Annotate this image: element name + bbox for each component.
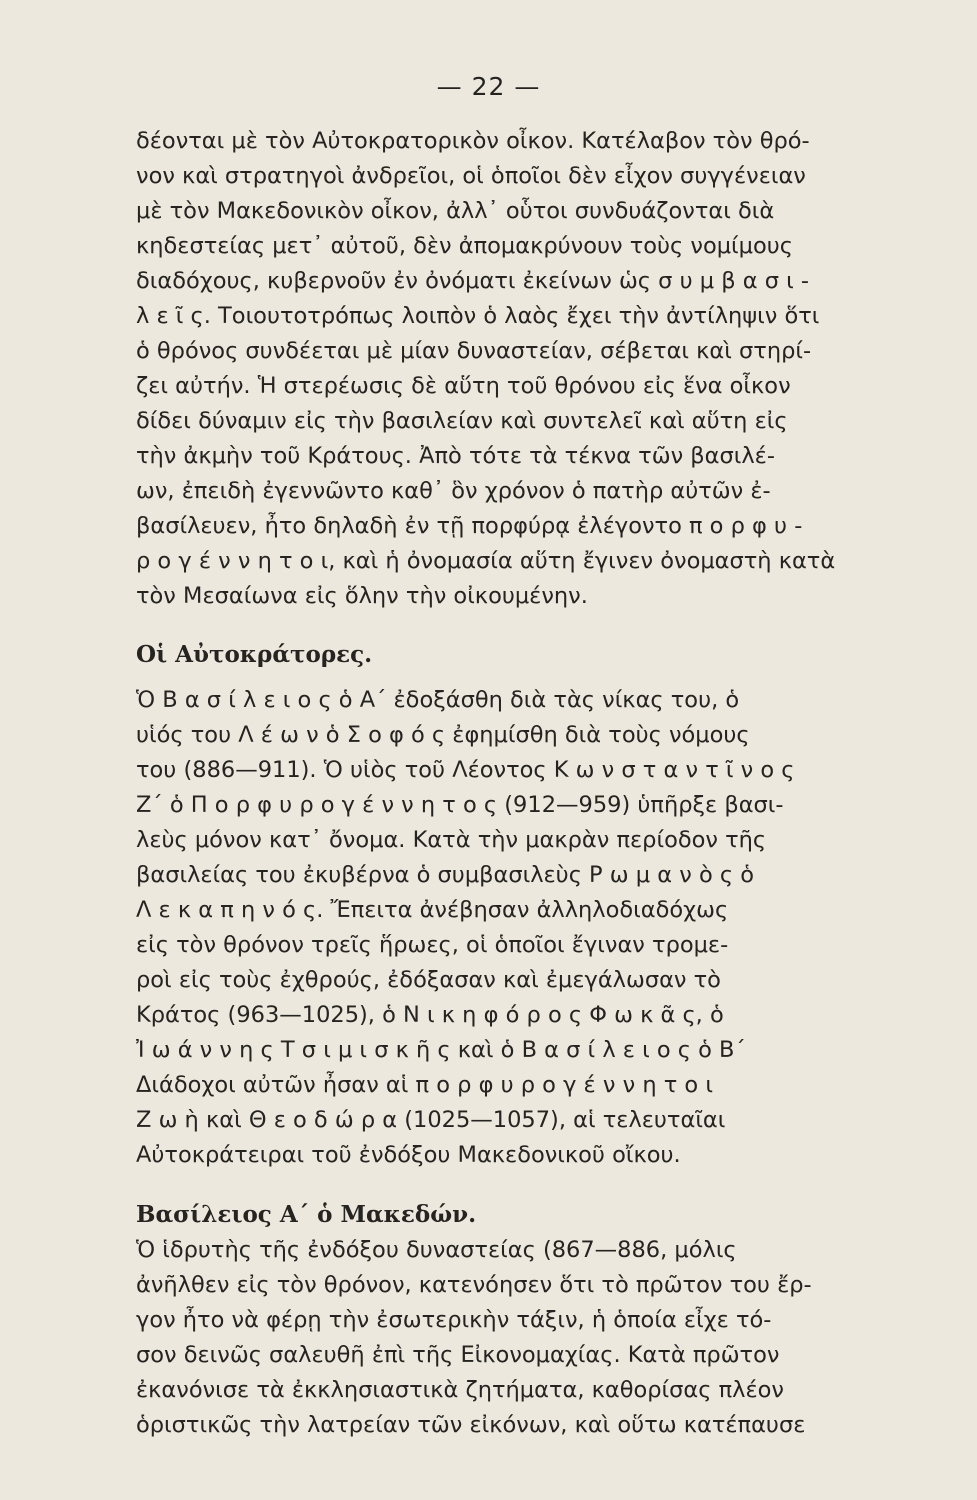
text-line: του (886—911). Ὁ υἱὸς τοῦ Λέοντος Κ ω ν σ τ α ν τ ῖ ν ο ς <box>136 757 795 783</box>
text-line: διαδόχους, κυβερνοῦν ἐν ὀνόματι ἐκείνων ὡς σ υ μ β α σ ι - <box>136 268 810 294</box>
page-number: — 22 — <box>436 72 541 101</box>
text-line: Ὁ ἱδρυτὴς τῆς ἐνδόξου δυναστείας (867—886, μόλις <box>136 1237 737 1263</box>
text-line: μὲ τὸν Μακεδονικὸν οἶκον, ἀλλ᾽ οὗτοι συνδυάζονται διὰ <box>136 198 775 224</box>
text-line: Διάδοχοι αὐτῶν ἦσαν αἱ π ο ρ φ υ ρ ο γ έ ν ν η τ ο ι <box>136 1072 713 1098</box>
text-line: κηδεστείας μετ᾽ αὐτοῦ, δὲν ἀπομακρύνουν τοὺς νομίμους <box>136 233 793 259</box>
text-line: τὴν ἀκμὴν τοῦ Κράτους. Ἀπὸ τότε τὰ τέκνα τῶν βασιλέ- <box>136 443 775 469</box>
text-line: ἀνῆλθεν εἰς τὸν θρόνον, κατενόησεν ὅτι τὸ πρῶτον του ἔρ- <box>136 1272 812 1298</box>
text-line: ὁριστικῶς τὴν λατρείαν τῶν εἰκόνων, καὶ οὕτω κατέπαυσε <box>136 1412 806 1438</box>
text-line: σον δεινῶς σαλευθῆ ἐπὶ τῆς Εἰκονομαχίας. Κατὰ πρῶτον <box>136 1342 780 1368</box>
text-line: ὁ θρόνος συνδέεται μὲ μίαν δυναστείαν, σέβεται καὶ στηρί- <box>136 338 812 364</box>
text-line: Λ ε κ α π η ν ό ς. Ἔπειτα ἀνέβησαν ἀλληλοδιαδόχως <box>136 897 729 923</box>
text-line: ζει αὐτήν. Ἡ στερέωσις δὲ αὕτη τοῦ θρόνου εἰς ἕνα οἶκον <box>136 373 791 399</box>
text-line: Ζ΄ ὁ Π ο ρ φ υ ρ ο γ έ ν ν η τ ο ς (912—959) ὑπῆρξε βασι- <box>136 792 784 818</box>
text-line: λεὺς μόνον κατ᾽ ὄνομα. Κατὰ τὴν μακρὰν περίοδον τῆς <box>136 827 767 853</box>
text-line: Ὁ Β α σ ί λ ε ι ο ς ὁ Α΄ ἐδοξάσθη διὰ τὰς νίκας του, ὁ <box>136 687 740 713</box>
text-line: εἰς τὸν θρόνον τρεῖς ἥρωες, οἱ ὁποῖοι ἔγιναν τρομε- <box>136 932 729 958</box>
section-heading-basil: Βασίλειος Α΄ ὁ Μακεδών. <box>136 1201 477 1228</box>
text-line: Κράτος (963—1025), ὁ Ν ι κ η φ ό ρ ο ς Φ ω κ ᾶ ς, ὁ <box>136 1002 724 1028</box>
text-line: βασίλευεν, ἦτο δηλαδὴ ἐν τῇ πορφύρᾳ ἐλέγοντο π ο ρ φ υ - <box>136 513 803 539</box>
text-line: Αὐτοκράτειραι τοῦ ἐνδόξου Μακεδονικοῦ οἴκου. <box>136 1142 681 1168</box>
text-line: Ἰ ω ά ν ν η ς Τ σ ι μ ι σ κ ῆ ς καὶ ὁ Β α σ ί λ ε ι ο ς ὁ Β΄ <box>136 1037 746 1063</box>
text-line: λ ε ῖ ς. Τοιουτοτρόπως λοιπὸν ὁ λαὸς ἔχει τὴν ἀντίληψιν ὅτι <box>136 303 820 329</box>
section-heading-emperors: Οἱ Αὐτοκράτορες. <box>136 641 373 668</box>
text-line: τὸν Μεσαίωνα εἰς ὅλην τὴν οἰκουμένην. <box>136 583 588 609</box>
text-line: γον ἦτο νὰ φέρῃ τὴν ἐσωτερικὴν τάξιν, ἡ ὁποία εἶχε τό- <box>136 1307 772 1333</box>
text-line: ων, ἐπειδὴ ἐγεννῶντο καθ᾽ ὃν χρόνον ὁ πατὴρ αὐτῶν ἐ- <box>136 478 771 504</box>
text-line: ροὶ εἰς τοὺς ἐχθρούς, ἐδόξασαν καὶ ἐμεγάλωσαν τὸ <box>136 967 721 993</box>
text-line: δίδει δύναμιν εἰς τὴν βασιλείαν καὶ συντελεῖ καὶ αὕτη εἰς <box>136 408 788 434</box>
text-line: ρ ο γ έ ν ν η τ ο ι, καὶ ἡ ὀνομασία αὕτη ἔγινεν ὀνομαστὴ κατὰ <box>136 548 836 574</box>
text-line: ἐκανόνισε τὰ ἐκκλησιαστικὰ ζητήματα, καθορίσας πλέον <box>136 1377 784 1403</box>
text-line: Ζ ω ὴ καὶ Θ ε ο δ ώ ρ α (1025—1057), αἱ τελευταῖαι <box>136 1107 726 1133</box>
text-line: δέονται μὲ τὸν Αὐτοκρατορικὸν οἶκον. Κατέλαβον τὸν θρό- <box>136 128 810 154</box>
text-line: βασιλείας του ἐκυβέρνα ὁ συμβασιλεὺς Ρ ω μ α ν ὸ ς ὁ <box>136 862 754 888</box>
text-line: υἱός του Λ έ ω ν ὁ Σ ο φ ό ς ἐφημίσθη διὰ τοὺς νόμους <box>136 722 750 748</box>
text-line: νον καὶ στρατηγοὶ ἀνδρεῖοι, οἱ ὁποῖοι δὲν εἶχον συγγένειαν <box>136 163 806 189</box>
